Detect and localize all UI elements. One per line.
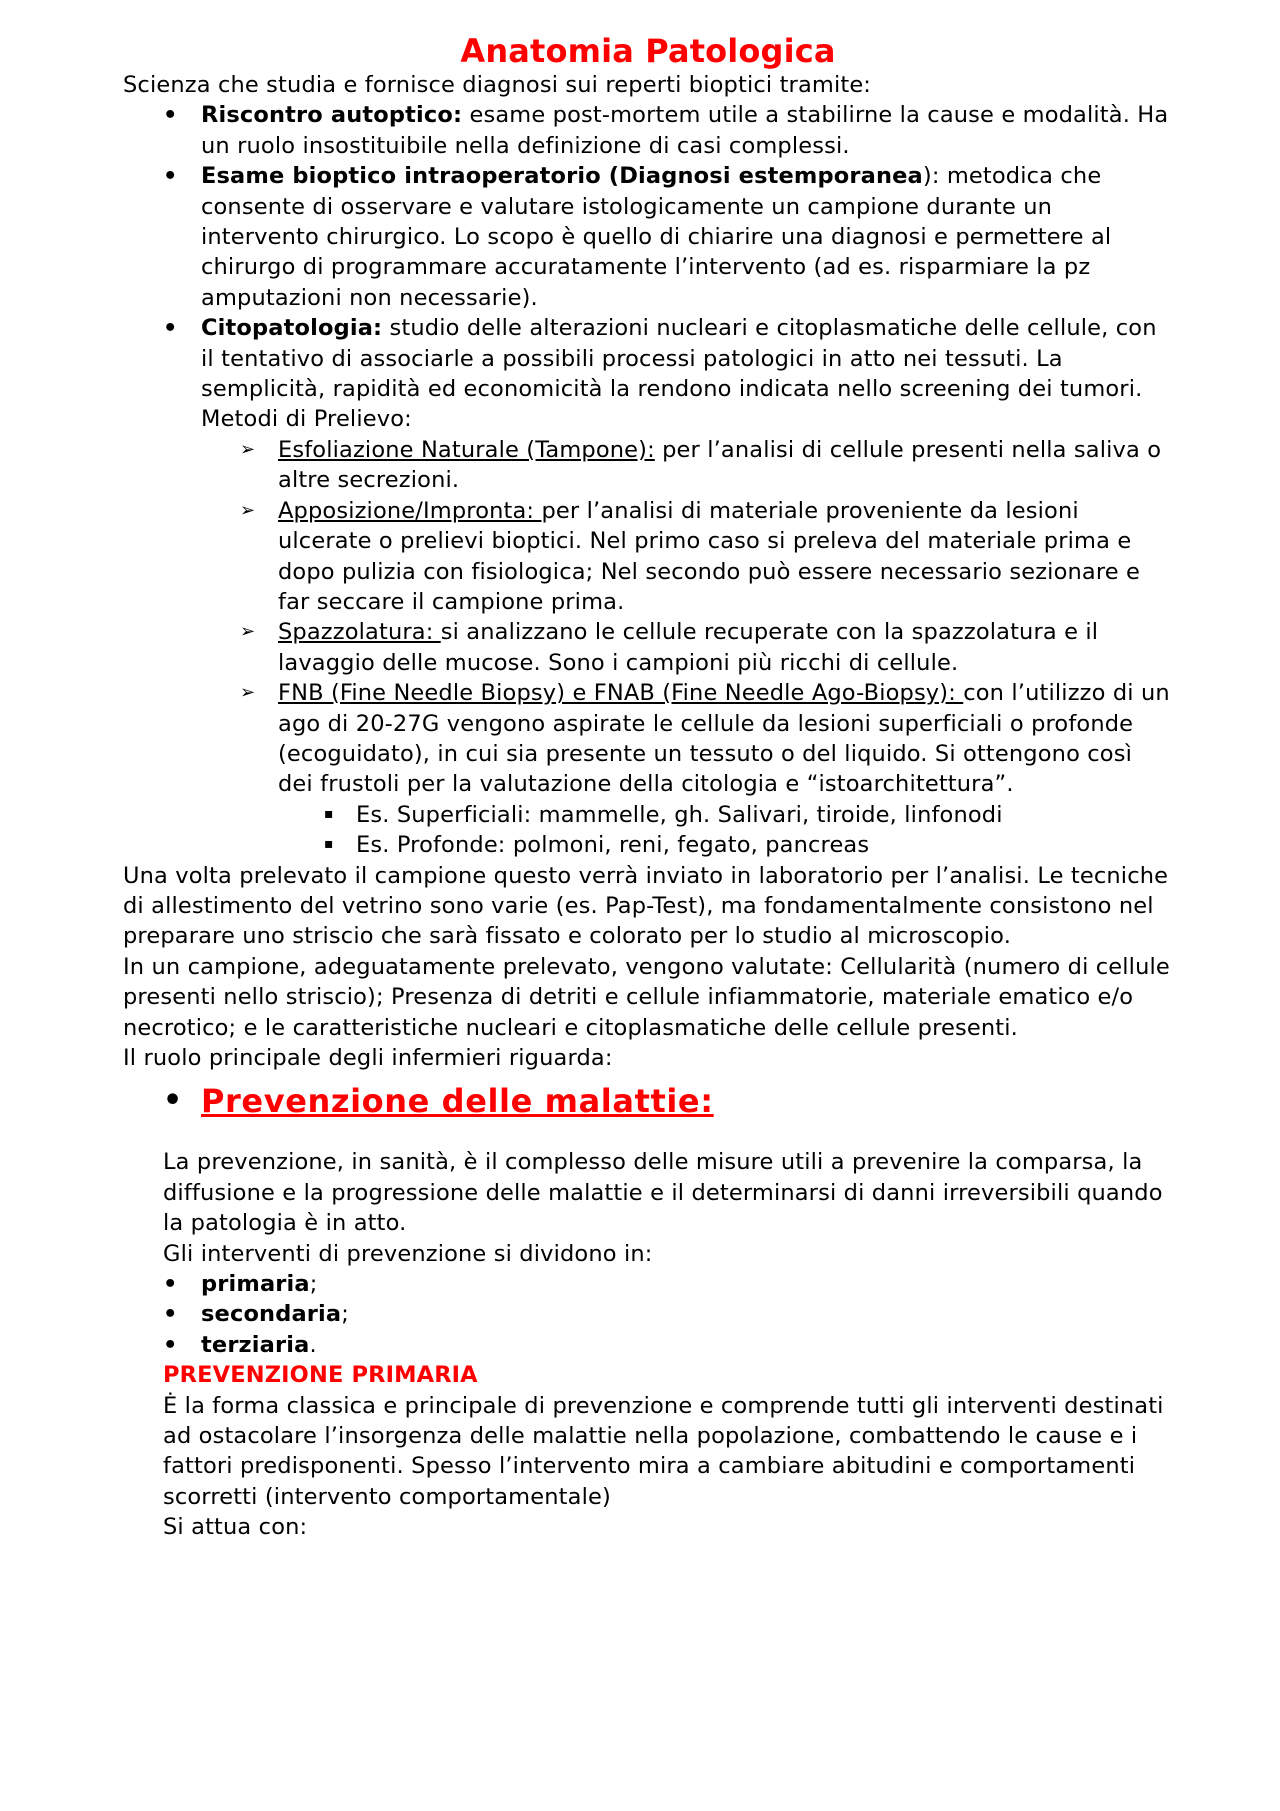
example-text: Es. Profonde: polmoni, reni, fegato, pancreas: [356, 832, 870, 859]
list-item-prevention-type: [163, 1269, 1173, 1299]
arrow-bullet-icon: ➢: [240, 682, 256, 704]
section-heading-prevenzione: [123, 1081, 1173, 1121]
method-text: con l’utilizzo di un ago di 20-27G vengono aspirate le cellule da lesioni superficiali o profonde (ecoguidato), in cui sia presente un tessuto o del liquido. Si ottengono così dei frustoli per la valutazione della citologia e “istoarchitettura”.: [278, 680, 1170, 798]
prevention-types-list: [163, 1269, 1173, 1360]
example-text: Es. Superficiali: mammelle, gh. Salivari, tiroide, linfonodi: [356, 801, 1003, 828]
paragraph-evaluation: In un campione, adeguatamente prelevato, vengono valutate: Cellularità (numero di cellule presenti nello striscio); Presenza di detriti e cellule infiammatorie, materiale ematico e/o necrotico; e le caratteristiche nucleari e citoplasmatiche delle cellule presenti.: [123, 953, 1170, 1041]
list-item-method: [123, 435, 1173, 496]
bullet-icon: •: [163, 1271, 178, 1298]
paragraph-nurse-role: Il ruolo principale degli infermieri riguarda:: [123, 1045, 613, 1071]
method-label: Spazzolatura:: [278, 619, 441, 646]
method-label: FNB (Fine Needle Biopsy) e FNAB (Fine Needle Ago-Biopsy):: [278, 680, 964, 707]
list-item-citopatologia: [123, 313, 1173, 404]
method-text: per l’analisi di materiale proveniente da lesioni ulcerate o prelievi bioptici. Nel primo caso si preleva del materiale prima e dopo pulizia con fisiologica; Nel secondo può essere necessario sezionare e far seccare il campione prima.: [278, 497, 1141, 615]
bullet-icon: •: [163, 102, 178, 129]
bullet-icon: •: [163, 1083, 183, 1119]
document-body: [123, 32, 1173, 1543]
bullet-icon: •: [163, 1331, 178, 1358]
method-text: si analizzano le cellule recuperate con la spazzolatura e il lavaggio delle mucose. Sono i campioni più ricchi di cellule.: [278, 619, 1099, 676]
prevention-types-intro: Gli interventi di prevenzione si dividono in:: [163, 1240, 653, 1267]
item-text: esame post-mortem utile a stabilirne la cause e modalità. Ha un ruolo insostituibile nella definizione di casi complessi.: [201, 102, 1169, 159]
bullet-icon: •: [163, 163, 178, 190]
section-heading-text: Prevenzione delle malattie:: [201, 1082, 714, 1121]
item-label: Riscontro autoptico:: [201, 102, 463, 129]
primary-prevention-heading: PREVENZIONE PRIMARIA: [163, 1362, 478, 1389]
method-label: Esfoliazione Naturale (Tampone):: [278, 436, 655, 463]
item-text: studio delle alterazioni nucleari e citoplasmatiche delle cellule, con il tentativo di associarle a possibili processi patologici in atto nei tessuti. La semplicità, rapidità ed economicità la rendono indicata nello screening dei tumori.: [201, 315, 1157, 403]
diagnosis-methods-list: [123, 100, 1173, 404]
type-label: primaria: [201, 1271, 310, 1298]
page-title: Anatomia Patologica: [460, 32, 836, 70]
method-text: per l’analisi di cellule presenti nella saliva o altre secrezioni.: [278, 436, 1162, 494]
list-item-method: [123, 617, 1173, 678]
methods-label: Metodi di Prelievo:: [201, 406, 412, 433]
bullet-icon: •: [163, 315, 178, 342]
arrow-bullet-icon: ➢: [240, 438, 256, 460]
list-item-method: [123, 678, 1173, 800]
type-punct: ;: [341, 1301, 349, 1328]
list-item-prevention-type: [163, 1330, 1173, 1360]
arrow-bullet-icon: ➢: [240, 499, 256, 521]
list-item-example: [123, 830, 1173, 860]
primary-prevention-text: Ė la forma classica e principale di prevenzione e comprende tutti gli interventi destinati ad ostacolare l’insorgenza delle malattie nella popolazione, combattendo le cause e i fattori predisponenti. Spesso l’intervento mira a cambiare abitudini e comportamenti scorretti (intervento comportamentale): [163, 1392, 1164, 1510]
type-punct: .: [309, 1331, 317, 1358]
list-item-riscontro: [123, 100, 1173, 161]
intro-paragraph: Scienza che studia e fornisce diagnosi sui reperti bioptici tramite:: [123, 72, 872, 98]
sampling-methods-list: [123, 435, 1173, 800]
type-label: secondaria: [201, 1301, 342, 1328]
bullet-icon: •: [163, 1301, 178, 1328]
list-item-esame-bioptico: [123, 161, 1173, 313]
list-item-example: [123, 800, 1173, 830]
prevention-intro: La prevenzione, in sanità, è il complesso delle misure utili a prevenire la comparsa, la diffusione e la progressione delle malattie e il determinarsi di danni irreversibili quando la patologia è in atto.: [163, 1149, 1163, 1237]
type-punct: ;: [309, 1271, 318, 1298]
examples-list: [123, 800, 1173, 861]
arrow-bullet-icon: ➢: [240, 621, 256, 643]
prevention-block: [123, 1147, 1173, 1542]
list-item-prevention-type: [163, 1299, 1173, 1329]
paragraph-laboratory: Una volta prelevato il campione questo verrà inviato in laboratorio per l’analisi. Le tecniche di allestimento del vetrino sono varie (es. Pap-Test), ma fondamentalmente consistono nel preparare uno striscio che sarà fissato e colorato per lo studio al microscopio.: [123, 862, 1169, 950]
square-bullet-icon: ▪: [324, 836, 334, 853]
item-label: Esame bioptico intraoperatorio (Diagnosi estemporanea: [201, 163, 923, 190]
item-label: Citopatologia:: [201, 315, 383, 342]
item-text: ): metodica che consente di osservare e valutare istologicamente un campione durante un intervento chirurgico. Lo scopo è quello di chiarire una diagnosi e permettere al chirurgo di programmare accuratamente l’intervento (ad es. risparmiare la pz amputazioni non necessarie).: [201, 163, 1112, 311]
closing-text: Si attua con:: [163, 1514, 308, 1541]
type-label: terziaria: [201, 1331, 310, 1358]
list-item-method: [123, 496, 1173, 618]
square-bullet-icon: ▪: [324, 805, 334, 822]
method-label: Apposizione/Impronta:: [278, 497, 542, 524]
